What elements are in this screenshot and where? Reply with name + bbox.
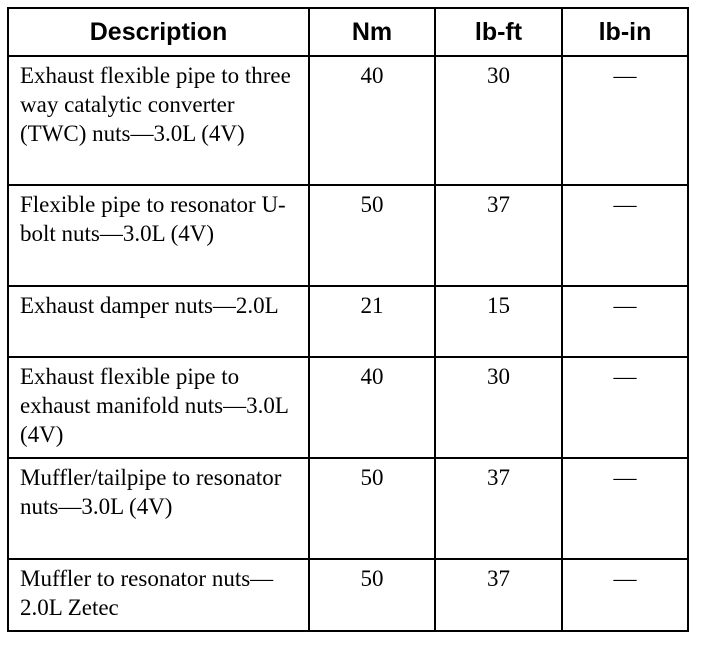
cell-lb-in: — (562, 56, 688, 185)
cell-nm: 50 (309, 458, 435, 559)
cell-nm: 40 (309, 56, 435, 185)
cell-nm: 50 (309, 185, 435, 286)
cell-lb-ft: 37 (435, 458, 562, 559)
header-description: Description (8, 8, 309, 56)
cell-lb-ft: 30 (435, 56, 562, 185)
cell-description: Muffler/tailpipe to resonator nuts—3.0L (4V) (8, 458, 309, 559)
cell-lb-in: — (562, 357, 688, 458)
cell-lb-ft: 30 (435, 357, 562, 458)
cell-lb-ft: 15 (435, 286, 562, 357)
header-lb-ft: lb-ft (435, 8, 562, 56)
table-row (8, 286, 688, 357)
cell-lb-ft: 37 (435, 185, 562, 286)
cell-lb-in: — (562, 458, 688, 559)
table-row (8, 559, 688, 631)
cell-nm: 50 (309, 559, 435, 631)
cell-lb-ft: 37 (435, 559, 562, 631)
cell-description: Exhaust flexible pipe to exhaust manifold nuts—3.0L (4V) (8, 357, 309, 458)
cell-nm: 21 (309, 286, 435, 357)
cell-description: Exhaust flexible pipe to three way catalytic converter (TWC) nuts—3.0L (4V) (8, 56, 309, 185)
table-row (8, 185, 688, 286)
cell-description: Flexible pipe to resonator U-bolt nuts—3.0L (4V) (8, 185, 309, 286)
table-row (8, 357, 688, 458)
cell-description: Exhaust damper nuts—2.0L (8, 286, 309, 357)
header-lb-in: lb-in (562, 8, 688, 56)
cell-nm: 40 (309, 357, 435, 458)
cell-lb-in: — (562, 286, 688, 357)
table-row (8, 458, 688, 559)
cell-lb-in: — (562, 185, 688, 286)
cell-lb-in: — (562, 559, 688, 631)
table-header-row (8, 8, 688, 56)
cell-description: Muffler to resonator nuts—2.0L Zetec (8, 559, 309, 631)
header-nm: Nm (309, 8, 435, 56)
torque-spec-table (7, 7, 689, 632)
table-row (8, 56, 688, 185)
